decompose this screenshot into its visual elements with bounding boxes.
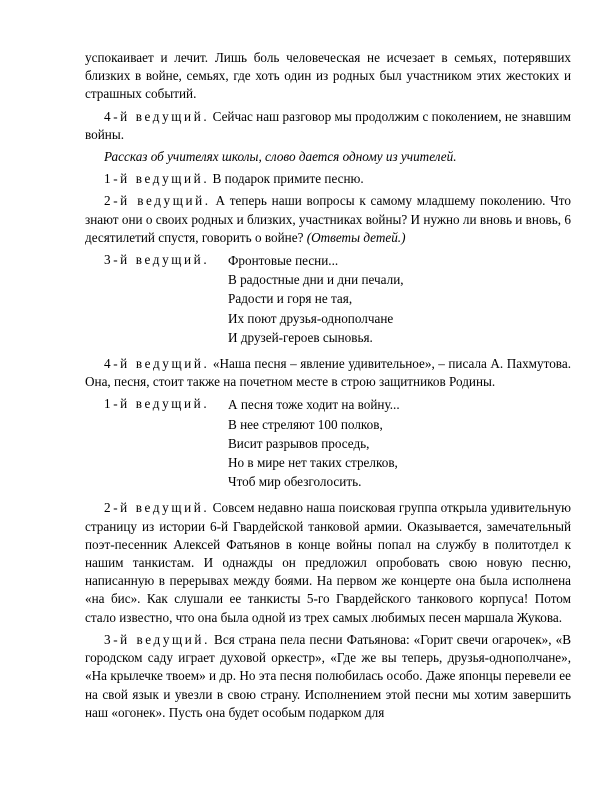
stage-direction-text: Рассказ об учителях школы, слово дается одному из учителей.	[104, 149, 457, 165]
verse-block-1	[85, 251, 571, 347]
paragraph-1	[85, 49, 571, 104]
verse-line: Висит разрывов проседь,	[228, 435, 370, 451]
paragraph-text: В подарок примите песню.	[209, 171, 364, 187]
speaker-label: 4-й ведущий.	[104, 356, 210, 372]
speaker-label: 1-й ведущий.	[104, 171, 210, 187]
verse-line: Чтоб мир обезголосить.	[228, 474, 362, 490]
paragraph-text: Вся страна пела песни Фатьянова: «Горит свечи огарочек», «В городском саду играет духовой оркестр», «Где же вы теперь, друзья-однополчане», «На крылечке твоем» и др. Но эта песня полюбилась особо. Даже японцы перевели ее на свой язык и увезли в свою страну. Исполнением этой песни мы хотим завершить наш «огонек». Пусть она будет особым подарком для	[85, 631, 571, 720]
verse-line: Радости и горя не тая,	[228, 291, 353, 307]
paragraph-text: Совсем недавно наша поисковая группа открыла удивительную страницу из истории 6-й Гвардейской танковой армии. Оказывается, замечательный поэт-песенник Алексей Фатьянов в конце войны попал на службу в политотдел к нашим танкистам. И однажды он предложил опробовать свою новую песню, написанную в перерывах между боями. На первом же концерте она была исполнена «на бис». Как слушали ее танкисты 5-го Гвардейского танкового корпуса! Потом стало известно, что она была одной из трех самых любимых песен маршала Жукова.	[85, 500, 571, 625]
verse-lines	[228, 251, 571, 347]
paragraph-text: А теперь наши вопросы к самому младшему поколению. Что знают они о своих родных и близких, участниках войны? И нужно ли вновь и вновь, 6 десятилетий спустя, говорить о войне?	[85, 193, 571, 245]
verse-line: В радостные дни и дни печали,	[228, 272, 404, 288]
paragraph-2	[85, 108, 571, 144]
verse-line: И друзей-героев сыновья.	[228, 329, 373, 345]
verse-line: А песня тоже ходит на войну...	[228, 397, 400, 413]
speaker-label: 3-й ведущий.	[104, 252, 210, 268]
paragraph-4	[85, 170, 571, 188]
verse-line: Фронтовые песни...	[228, 253, 339, 269]
verse-line: Их поют друзья-однополчане	[228, 310, 394, 326]
paragraph-9	[85, 499, 571, 626]
speaker-label: 1-й ведущий.	[104, 396, 210, 412]
speaker-label: 4-й ведущий.	[104, 108, 210, 124]
speaker-label: 2-й ведущий.	[104, 500, 210, 516]
paragraph-5	[85, 192, 571, 247]
verse-line: В нее стреляют 100 полков,	[228, 416, 383, 432]
verse-block-2	[85, 395, 571, 491]
paragraph-7	[85, 355, 571, 391]
stage-direction	[85, 148, 571, 166]
speaker-label: 3-й ведущий.	[104, 631, 210, 647]
stage-note: (Ответы детей.)	[306, 229, 406, 245]
document-body	[85, 49, 571, 726]
speaker-label: 2-й ведущий.	[104, 193, 211, 209]
verse-lines	[228, 395, 571, 491]
paragraph-10	[85, 631, 571, 722]
paragraph-text: Сейчас наш разговор мы продолжим с поколением, не знавшим войны.	[85, 108, 571, 142]
verse-line: Но в мире нет таких стрелков,	[228, 455, 398, 471]
paragraph-text: «Наша песня – явление удивительное», – писала А. Пахмутова. Она, песня, стоит также на почетном месте в строю защитников Родины.	[85, 356, 571, 390]
paragraph-text: успокаивает и лечит. Лишь боль человеческая не исчезает в семьях, потерявших близких в войне, семьях, где хоть один из родных был участником этих жестоких и страшных событий.	[85, 50, 571, 102]
